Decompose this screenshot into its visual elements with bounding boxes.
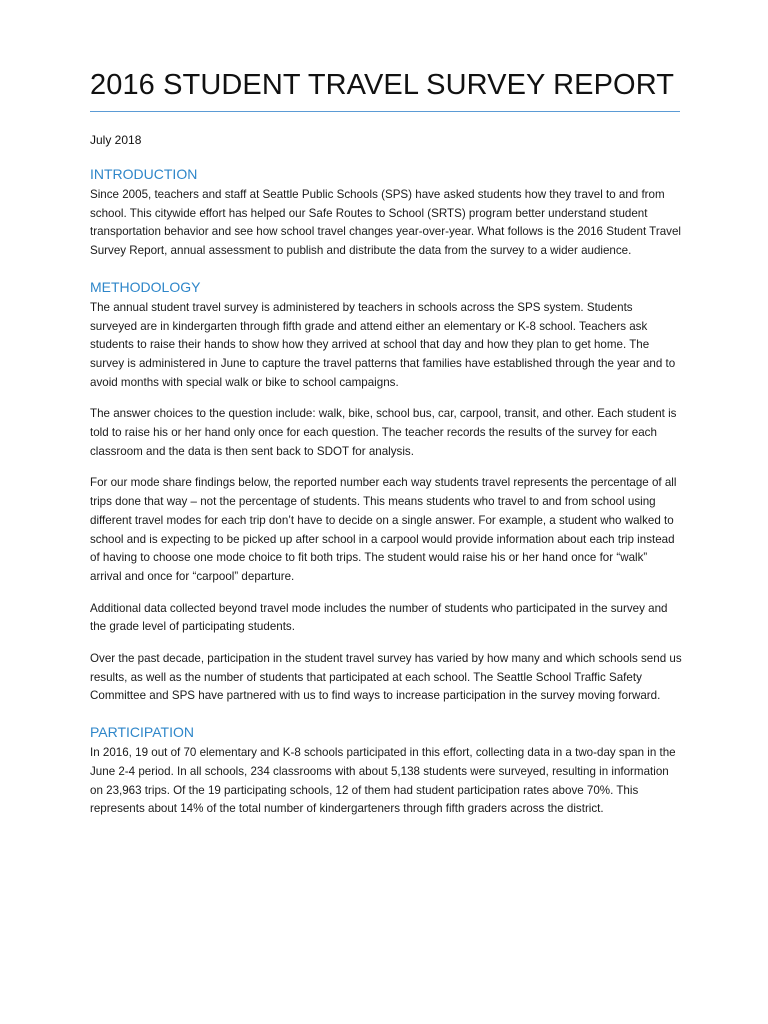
title-divider [90, 111, 680, 112]
paragraph: Since 2005, teachers and staff at Seattle Public Schools (SPS) have asked students how they travel to and from school. This citywide effort has helped our Safe Routes to School (SRTS) program better understand student transportation behavior and see how school travel changes year-over-year. What follows is the 2016 Student Travel Survey Report, annual assessment to publish and distribute the data from the survey to a wider audience. [90, 188, 681, 258]
document-date: July 2018 [90, 133, 142, 147]
section-heading-introduction: INTRODUCTION [90, 166, 198, 182]
document-page [90, 0, 682, 819]
paragraph: Over the past decade, participation in the student travel survey has varied by how many and which schools send us results, as well as the number of students that participated at each school. The Seattle School Traffic Safety Committee and SPS have partnered with us to find ways to increase participation in the survey moving forward. [90, 652, 682, 703]
section-participation [90, 723, 682, 819]
section-methodology [90, 278, 682, 706]
paragraph: In 2016, 19 out of 70 elementary and K-8 schools participated in this effort, collecting data in a two-day span in the June 2-4 period. In all schools, 234 classrooms with about 5,138 students were surveyed, resulting in information on 23,963 trips. Of the 19 participating schools, 12 of them had student participation rates above 70%. This represents about 14% of the total number of kindergarteners through fifth graders across the district. [90, 746, 676, 816]
paragraph: The answer choices to the question include: walk, bike, school bus, car, carpool, transit, and other. Each student is told to raise his or her hand only once for each question. The teacher records the results of the survey for each classroom and the data is then sent back to SDOT for analysis. [90, 407, 677, 458]
section-heading-participation: PARTICIPATION [90, 724, 194, 741]
section-heading-methodology: METHODOLOGY [90, 278, 201, 295]
document-title: 2016 STUDENT TRAVEL SURVEY REPORT [90, 69, 675, 101]
paragraph: For our mode share findings below, the reported number each way students travel represents the percentage of all trips done that way – not the percentage of students. This means students who travel to and from school using different travel modes for each trip don’t have to decide on a single answer. For example, a student who walked to school and is expecting to be picked up after school in a carpool would provide information about each trip instead of having to choose one mode choice to fit both trips. The student would raise his or her hand once for “walk” arrival and once for “carpool” departure. [90, 476, 677, 583]
paragraph: The annual student travel survey is administered by teachers in schools across the SPS system. Students surveyed are in kindergarten through fifth grade and attend either an elementary or K-8 school. Teachers ask students to raise their hands to show how they arrived at school that day and how they plan to get home. The survey is administered in June to capture the travel patterns that families have established through the year and to avoid months with special walk or bike to school campaigns. [90, 300, 676, 389]
section-introduction [90, 165, 682, 261]
paragraph: Additional data collected beyond travel mode includes the number of students who participated in the survey and the grade level of participating students. [90, 601, 668, 634]
